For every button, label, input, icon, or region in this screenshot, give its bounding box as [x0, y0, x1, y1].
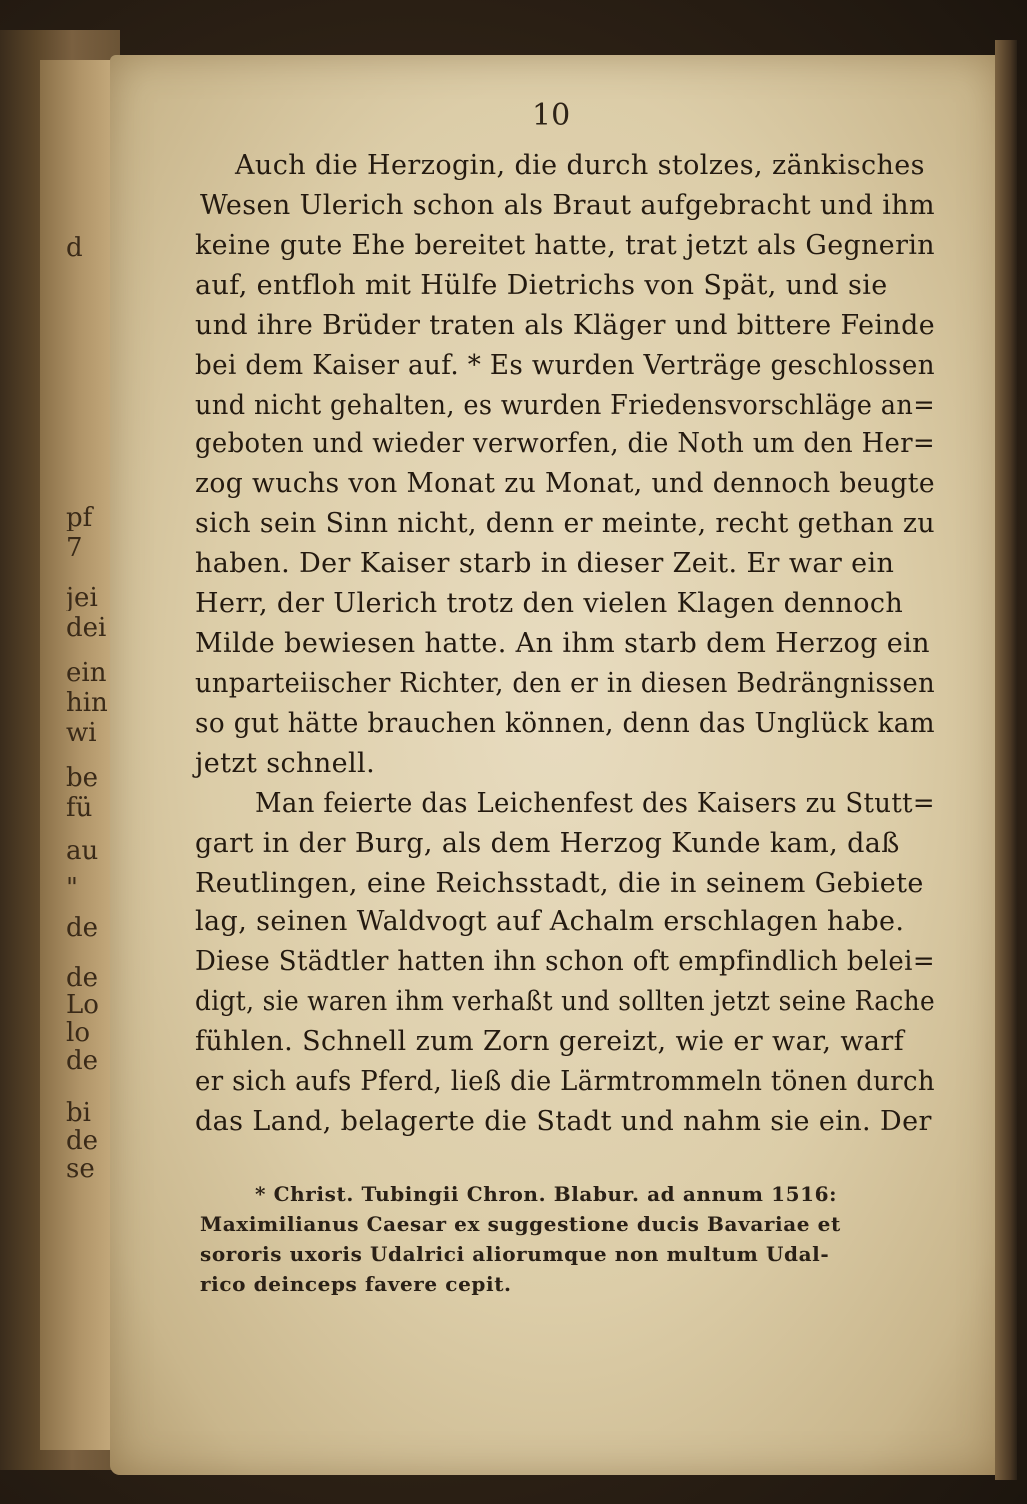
text-line: Reutlingen, eine Reichsstadt, die in seinem Gebiete [195, 868, 924, 899]
prev-fragment: au [66, 838, 99, 864]
prev-fragment: se [66, 1156, 95, 1182]
footnote-line: sororis uxoris Udalrici aliorumque non multum Udal- [200, 1242, 830, 1266]
text-line: er sich aufs Pferd, ließ die Lärmtrommeln tönen durch [195, 1066, 935, 1097]
text-line: unparteiischer Richter, den er in diesen Bedrängnissen [195, 668, 935, 699]
prev-fragment: " [66, 875, 78, 901]
footnote-line: * Christ. Tubingii Chron. Blabur. ad annum 1516: [255, 1182, 838, 1206]
prev-fragment: Lo [66, 992, 99, 1018]
text-line: Herr, der Ulerich trotz den vielen Klagen dennoch [195, 588, 904, 619]
text-line: Man feierte das Leichenfest des Kaisers zu Stutt= [255, 788, 935, 819]
text-line: digt, sie waren ihm verhaßt und sollten jetzt seine Rache [195, 986, 935, 1017]
prev-fragment: dei [66, 615, 107, 641]
prev-fragment: de [66, 1128, 99, 1154]
text-line: Auch die Herzogin, die durch stolzes, zänkisches [235, 150, 925, 181]
text-line: haben. Der Kaiser starb in dieser Zeit. Er war ein [195, 548, 895, 579]
text-line: zog wuchs von Monat zu Monat, und dennoch beugte [195, 468, 935, 499]
text-line: das Land, belagerte die Stadt und nahm sie ein. Der [195, 1106, 932, 1137]
text-line: so gut hätte brauchen können, denn das Unglück kam [195, 708, 935, 739]
text-line: sich sein Sinn nicht, denn er meinte, recht gethan zu [195, 508, 935, 539]
prev-fragment: fü [66, 795, 93, 821]
text-line: geboten und wieder verworfen, die Noth um den Her= [195, 428, 935, 459]
text-line: auf, entfloh mit Hülfe Dietrichs von Spät, und sie [195, 270, 888, 301]
prev-fragment: bi [66, 1100, 91, 1126]
text-line: bei dem Kaiser auf. * Es wurden Verträge geschlossen [195, 350, 935, 381]
prev-fragment: d [66, 235, 83, 261]
text-line: gart in der Burg, als dem Herzog Kunde kam, daß [195, 828, 900, 859]
prev-fragment: hin [66, 690, 108, 716]
prev-fragment: de [66, 915, 99, 941]
text-line: lag, seinen Waldvogt auf Achalm erschlagen habe. [195, 906, 905, 937]
text-line: Milde bewiesen hatte. An ihm starb dem Herzog ein [195, 628, 930, 659]
prev-fragment: de [66, 965, 99, 991]
prev-fragment: be [66, 765, 99, 791]
prev-fragment: de [66, 1048, 99, 1074]
text-line: fühlen. Schnell zum Zorn gereizt, wie er war, warf [195, 1026, 905, 1057]
prev-fragment: wi [66, 720, 97, 746]
footnote-line: rico deinceps favere cepit. [200, 1272, 512, 1296]
prev-fragment: lo [66, 1020, 90, 1046]
text-line: jetzt schnell. [195, 748, 376, 779]
text-line: und ihre Brüder traten als Kläger und bittere Feinde [195, 310, 935, 341]
prev-fragment: 7 [66, 535, 83, 561]
prev-fragment: jei [66, 585, 98, 611]
text-line: und nicht gehalten, es wurden Friedensvorschläge an= [195, 390, 935, 421]
prev-fragment: ein [66, 660, 107, 686]
text-line: Wesen Ulerich schon als Braut aufgebracht und ihm [200, 190, 935, 221]
text-line: Diese Städtler hatten ihn schon oft empfindlich belei= [195, 946, 935, 977]
page-number: 10 [532, 98, 571, 133]
prev-fragment: pf [66, 505, 93, 531]
text-line: keine gute Ehe bereitet hatte, trat jetzt als Gegnerin [195, 230, 935, 261]
footnote-line: Maximilianus Caesar ex suggestione ducis Bavariae et [200, 1212, 841, 1236]
page-edge [995, 40, 1017, 1480]
